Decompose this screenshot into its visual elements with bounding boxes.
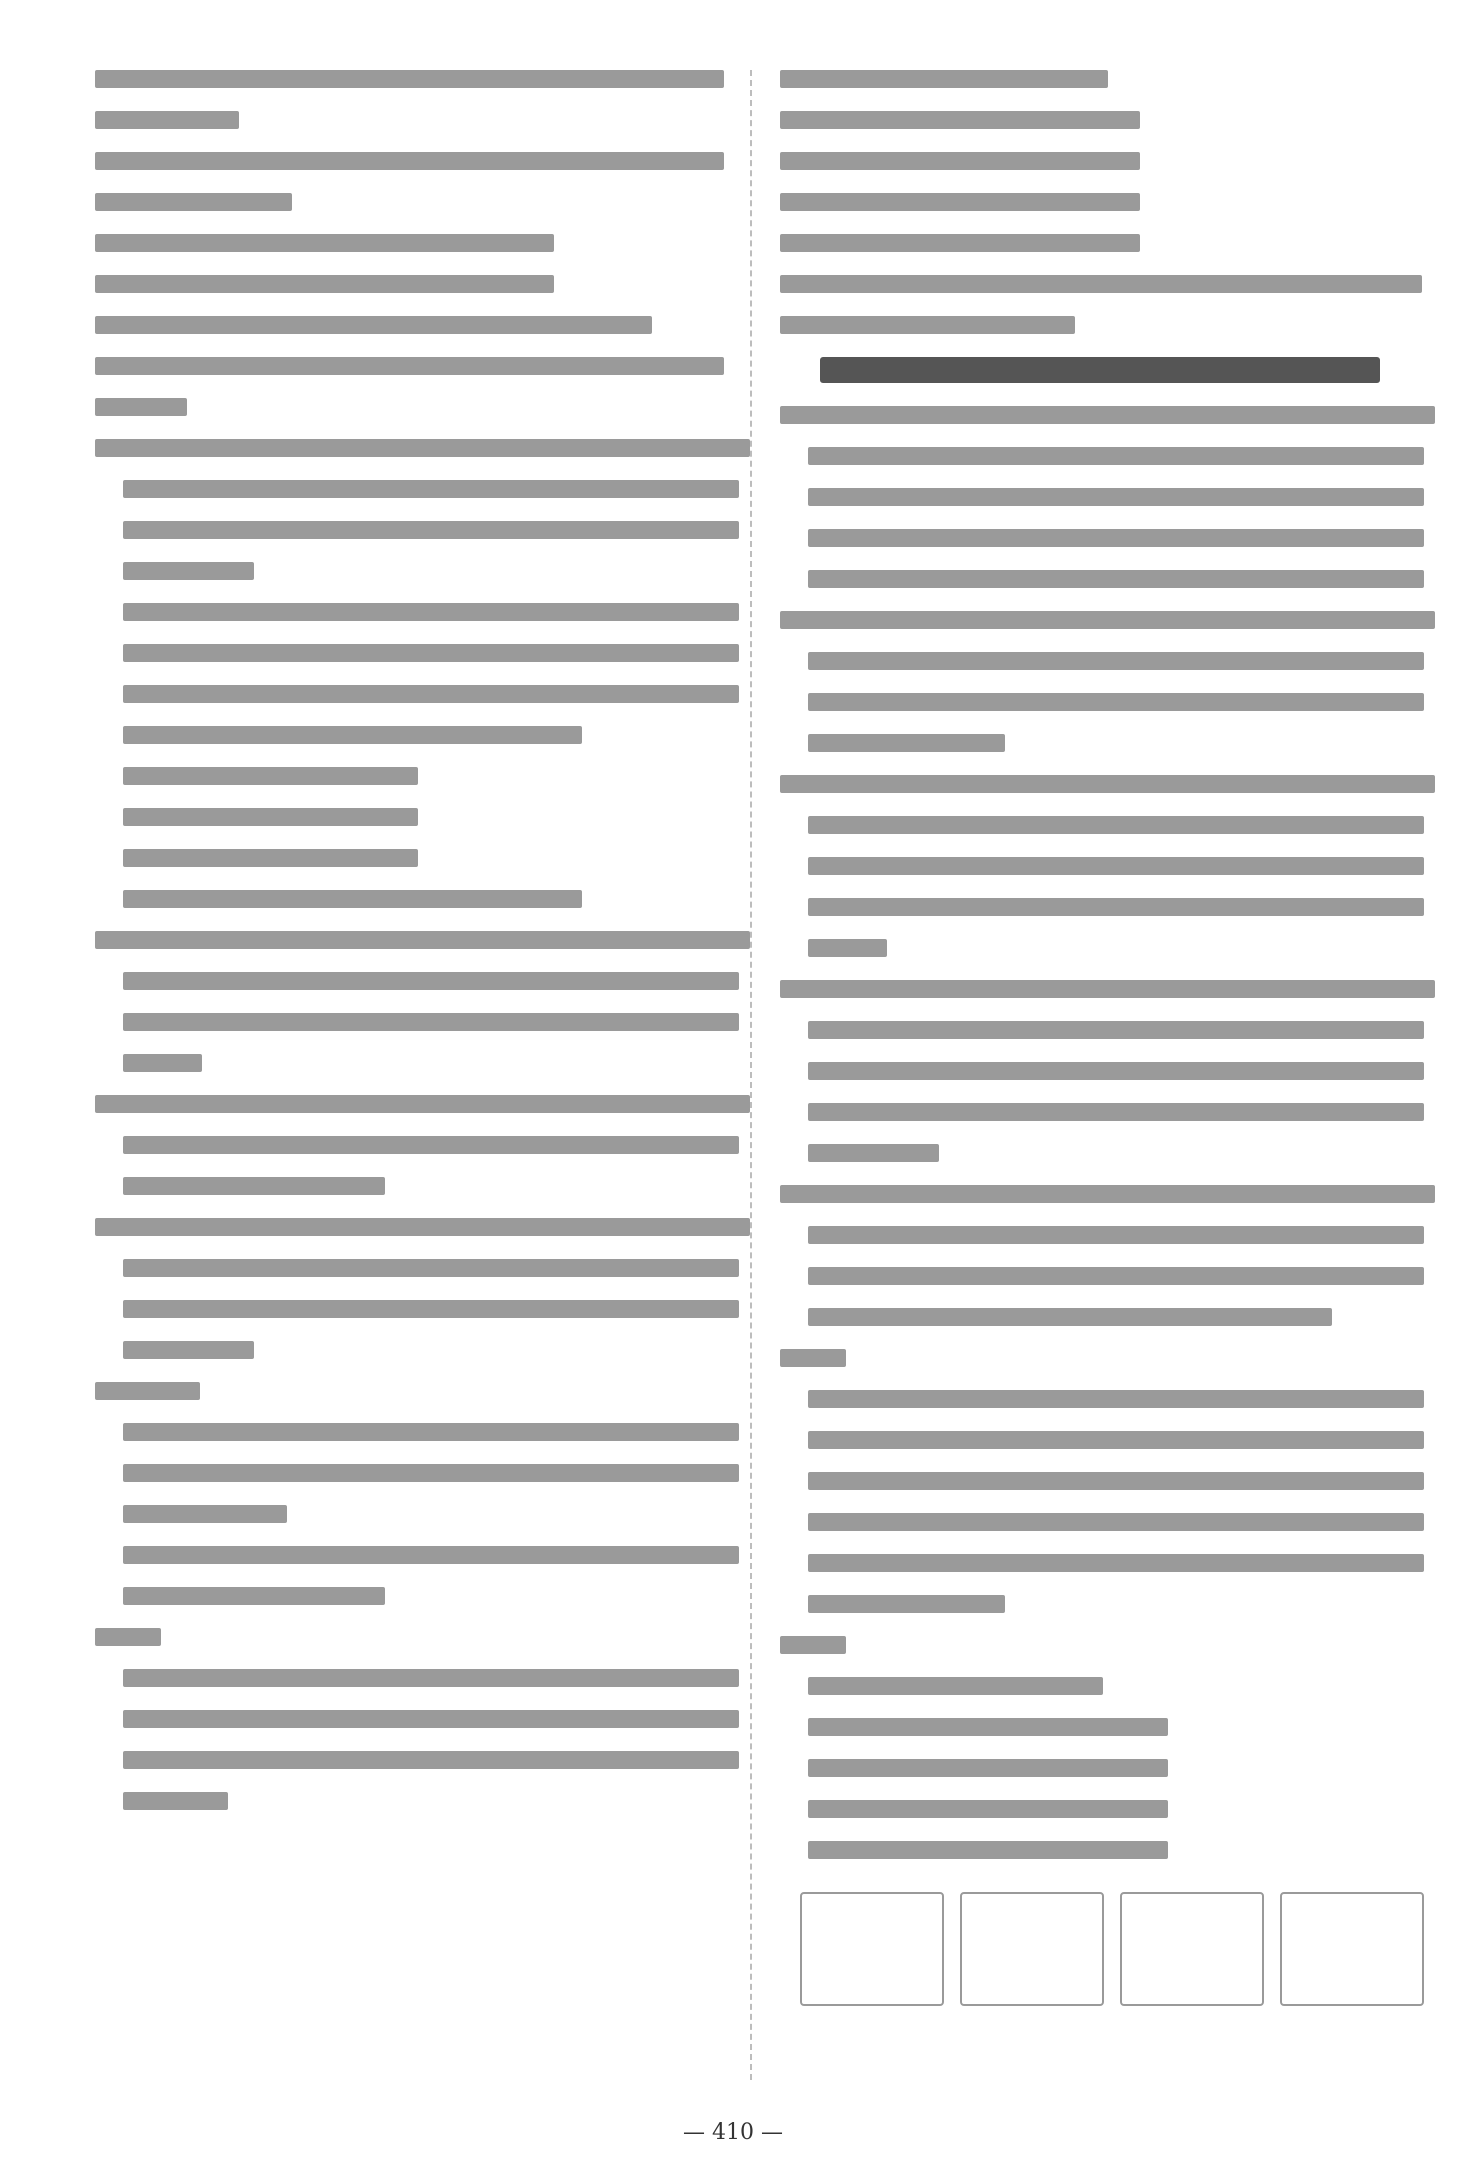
- text-line-placeholder: [123, 521, 739, 539]
- text-line-placeholder: [780, 111, 1140, 129]
- text-line-placeholder: [808, 447, 1424, 465]
- text-line-placeholder: [95, 316, 652, 334]
- text-line-placeholder: [123, 1587, 385, 1605]
- text-line-placeholder: [780, 1636, 846, 1654]
- text-line-placeholder: [123, 562, 254, 580]
- text-line-placeholder: [95, 234, 554, 252]
- text-line-placeholder: [123, 726, 582, 744]
- text-line-placeholder: [808, 1226, 1424, 1244]
- right-column: [780, 70, 1435, 2022]
- text-line-placeholder: [123, 972, 739, 990]
- text-line-placeholder: [808, 1390, 1424, 1408]
- text-line-placeholder: [780, 70, 1108, 88]
- text-line-placeholder: [808, 1841, 1168, 1859]
- text-line-placeholder: [808, 488, 1424, 506]
- text-line-placeholder: [808, 857, 1424, 875]
- text-line-placeholder: [808, 1554, 1424, 1572]
- text-line-placeholder: [808, 1472, 1424, 1490]
- text-line-placeholder: [808, 734, 1005, 752]
- text-line-placeholder: [808, 1718, 1168, 1736]
- text-line-placeholder: [95, 70, 724, 88]
- text-line-placeholder: [780, 275, 1422, 293]
- text-line-placeholder: [95, 1095, 750, 1113]
- text-line-placeholder: [123, 1792, 228, 1810]
- text-line-placeholder: [95, 1628, 161, 1646]
- text-line-placeholder: [123, 1259, 739, 1277]
- text-line-placeholder: [123, 1136, 739, 1154]
- figure-block: [800, 1892, 944, 2006]
- text-line-placeholder: [780, 406, 1435, 424]
- text-line-placeholder: [123, 849, 418, 867]
- text-line-placeholder: [780, 980, 1435, 998]
- text-line-placeholder: [808, 652, 1424, 670]
- text-line-placeholder: [123, 685, 739, 703]
- figure-block: [960, 1892, 1104, 2006]
- text-line-placeholder: [95, 931, 750, 949]
- text-line-placeholder: [780, 1185, 1435, 1203]
- text-line-placeholder: [808, 1677, 1103, 1695]
- text-line-placeholder: [808, 1759, 1168, 1777]
- text-line-placeholder: [95, 1382, 200, 1400]
- text-line-placeholder: [808, 1595, 1005, 1613]
- text-line-placeholder: [123, 890, 582, 908]
- figure-block: [1120, 1892, 1264, 2006]
- text-line-placeholder: [123, 1505, 287, 1523]
- text-line-placeholder: [95, 275, 554, 293]
- text-line-placeholder: [123, 1054, 202, 1072]
- text-line-placeholder: [123, 767, 418, 785]
- text-line-placeholder: [123, 1751, 739, 1769]
- text-line-placeholder: [808, 1431, 1424, 1449]
- text-line-placeholder: [95, 152, 724, 170]
- text-line-placeholder: [123, 1546, 739, 1564]
- page-number: — 410 —: [683, 2120, 783, 2145]
- text-line-placeholder: [95, 193, 292, 211]
- text-line-placeholder: [808, 570, 1424, 588]
- text-line-placeholder: [123, 603, 739, 621]
- text-line-placeholder: [780, 193, 1140, 211]
- text-line-placeholder: [123, 1669, 739, 1687]
- text-line-placeholder: [808, 816, 1424, 834]
- text-line-placeholder: [808, 1144, 939, 1162]
- text-line-placeholder: [123, 1423, 739, 1441]
- text-line-placeholder: [123, 1710, 739, 1728]
- text-line-placeholder: [123, 1177, 385, 1195]
- text-line-placeholder: [123, 1300, 739, 1318]
- text-line-placeholder: [123, 480, 739, 498]
- text-line-placeholder: [95, 1218, 750, 1236]
- text-line-placeholder: [95, 357, 724, 375]
- text-line-placeholder: [808, 529, 1424, 547]
- text-line-placeholder: [808, 939, 887, 957]
- text-line-placeholder: [808, 1513, 1424, 1531]
- text-line-placeholder: [808, 693, 1424, 711]
- text-line-placeholder: [123, 1464, 739, 1482]
- text-line-placeholder: [808, 1800, 1168, 1818]
- text-line-placeholder: [808, 1308, 1332, 1326]
- text-line-placeholder: [808, 898, 1424, 916]
- text-line-placeholder: [780, 234, 1140, 252]
- text-line-placeholder: [780, 152, 1140, 170]
- text-line-placeholder: [808, 1267, 1424, 1285]
- text-line-placeholder: [95, 398, 187, 416]
- text-line-placeholder: [123, 1341, 254, 1359]
- left-column: [95, 70, 750, 1833]
- column-divider: [750, 70, 752, 2080]
- figure-placeholder: [780, 1882, 1435, 2022]
- text-line-placeholder: [780, 1349, 846, 1367]
- text-line-placeholder: [808, 1021, 1424, 1039]
- figure-block: [1280, 1892, 1424, 2006]
- text-line-placeholder: [780, 316, 1075, 334]
- text-line-placeholder: [95, 439, 750, 457]
- text-line-placeholder: [808, 1062, 1424, 1080]
- text-line-placeholder: [808, 1103, 1424, 1121]
- section-heading-placeholder: [820, 357, 1380, 383]
- text-line-placeholder: [123, 644, 739, 662]
- text-line-placeholder: [780, 775, 1435, 793]
- text-line-placeholder: [780, 611, 1435, 629]
- text-line-placeholder: [95, 111, 239, 129]
- text-line-placeholder: [123, 808, 418, 826]
- text-line-placeholder: [123, 1013, 739, 1031]
